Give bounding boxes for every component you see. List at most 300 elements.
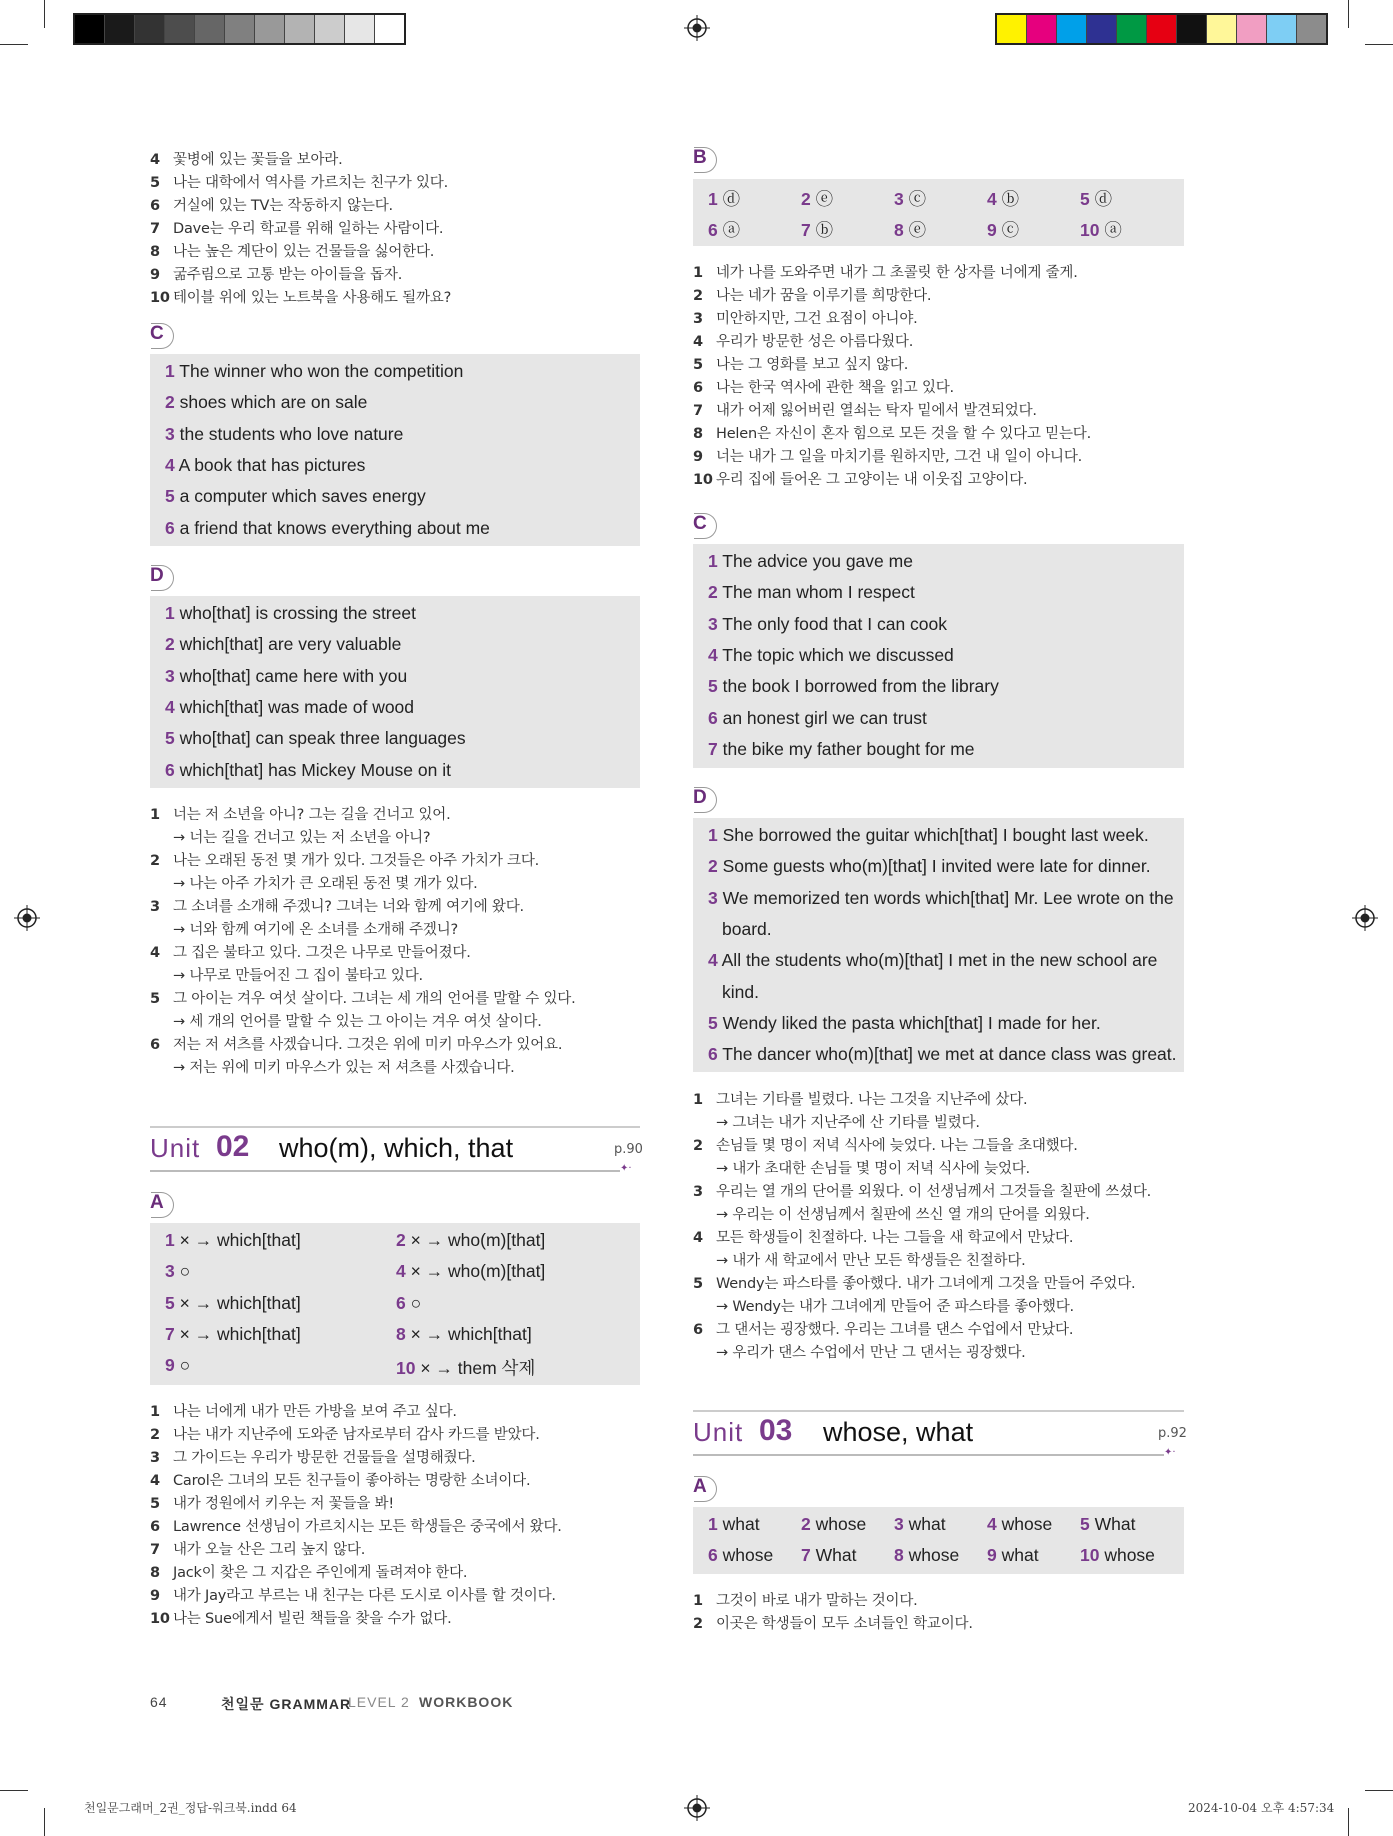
answer-line xyxy=(708,645,954,666)
item-text: 거실에 있는 TV는 작동하지 않는다. xyxy=(173,198,393,214)
answer-text: what xyxy=(717,1514,760,1534)
answer-cell xyxy=(165,1261,190,1282)
color-swatch xyxy=(1027,15,1057,43)
item-text: 나는 높은 계단이 있는 건물들을 싫어한다. xyxy=(173,244,435,260)
answer-line xyxy=(708,739,975,760)
answer-text: who[that] is crossing the street xyxy=(174,603,416,623)
unit-label: Unit xyxy=(150,1133,201,1163)
translation-line xyxy=(150,286,451,307)
crop-mark xyxy=(0,1790,28,1791)
translation-line xyxy=(150,1492,394,1513)
answer-number: 4 xyxy=(165,696,175,717)
item-number: 2 xyxy=(693,1616,703,1632)
answer-cell xyxy=(708,1545,773,1566)
unit-number: 03 xyxy=(759,1414,793,1447)
answer-cell xyxy=(894,217,926,242)
answer-text: The advice you gave me xyxy=(717,551,913,571)
translation-line xyxy=(150,217,443,238)
answer-number: 2 xyxy=(165,634,175,655)
answer-text: All the students who(m)[that] I met in the new school are xyxy=(717,950,1158,971)
answer-cell xyxy=(396,1293,421,1314)
answer-cell xyxy=(1080,186,1112,211)
answer-number: 3 xyxy=(894,189,904,209)
color-swatch xyxy=(315,15,345,43)
answer-text: We memorized ten words which[that] Mr. Lee wrote on the xyxy=(717,887,1174,908)
answer-cell xyxy=(801,186,833,211)
item-text: Helen은 자신이 혼자 힘으로 모든 것을 할 수 있다고 믿는다. xyxy=(716,426,1092,442)
answer-number: 4 xyxy=(987,1514,997,1534)
item-text: 모든 학생들이 친절하다. 나는 그들을 새 학교에서 만났다. xyxy=(716,1230,1074,1246)
answer-number: 7 xyxy=(801,220,811,240)
answer-line xyxy=(708,1044,1177,1065)
answer-text: Wendy liked the pasta which[that] I made for her. xyxy=(717,1012,1101,1033)
item-text: 테이블 위에 있는 노트북을 사용해도 될까요? xyxy=(173,290,452,306)
translation-line xyxy=(150,987,576,1008)
item-text: 그 소녀를 소개해 주겠니? 그녀는 너와 함께 여기에 왔다. xyxy=(173,899,524,915)
answer-line xyxy=(708,676,999,697)
item-number: 6 xyxy=(693,380,703,396)
answer-cell xyxy=(165,1293,301,1314)
answer-text: Some guests who(m)[that] I invited were late for dinner. xyxy=(717,856,1151,877)
answer-number: 2 xyxy=(708,582,718,603)
translation-combined-line: → 나는 아주 가치가 큰 오래된 동전 몇 개가 있다. xyxy=(173,876,478,892)
item-number: 10 xyxy=(150,290,170,306)
answer-text: who[that] can speak three languages xyxy=(174,728,466,749)
item-number: 4 xyxy=(693,1230,703,1246)
color-swatch xyxy=(255,15,285,43)
answer-number: 10 xyxy=(1080,1545,1100,1565)
answer-line xyxy=(165,486,426,507)
item-number: 3 xyxy=(150,899,160,915)
item-text: 그 댄서는 굉장했다. 우리는 그녀를 댄스 수업에서 만났다. xyxy=(716,1322,1074,1338)
translation-combined-line: → 내가 새 학교에서 만난 모든 학생들은 친절하다. xyxy=(716,1253,1026,1269)
unit-title: whose, what xyxy=(823,1417,974,1447)
answer-text: ⓐ xyxy=(717,220,741,240)
item-text: Jack이 찾은 그 지갑은 주인에게 돌려져야 한다. xyxy=(173,1565,468,1581)
translation-line xyxy=(693,376,954,397)
item-number: 6 xyxy=(150,1037,160,1053)
translation-line xyxy=(150,148,343,169)
answer-line xyxy=(722,919,772,940)
answer-text: What xyxy=(1089,1514,1136,1534)
color-swatch xyxy=(225,15,255,43)
color-swatch xyxy=(997,15,1027,43)
item-number: 8 xyxy=(150,244,160,260)
answer-cell xyxy=(987,217,1019,242)
unit-number: 02 xyxy=(216,1130,250,1163)
item-number: 8 xyxy=(693,426,703,442)
answer-cell xyxy=(396,1230,545,1251)
answer-text: whose xyxy=(810,1514,867,1534)
answer-text: an honest girl we can trust xyxy=(717,707,927,728)
answer-line xyxy=(165,728,466,749)
item-text: 미안하지만, 그건 요점이 아니야. xyxy=(716,311,918,327)
translation-line xyxy=(693,399,1037,420)
answer-cell xyxy=(165,1230,301,1251)
item-number: 8 xyxy=(150,1565,160,1581)
answer-text: the book I borrowed from the library xyxy=(717,676,999,697)
answer-line xyxy=(165,361,463,382)
answer-number: 9 xyxy=(165,1355,175,1376)
item-number: 3 xyxy=(693,1184,703,1200)
color-swatch xyxy=(1177,15,1207,43)
item-text: 내가 Jay라고 부르는 내 친구는 다른 도시로 이사를 할 것이다. xyxy=(173,1588,556,1604)
item-number: 7 xyxy=(150,221,160,237)
item-text: 나는 오래된 동전 몇 개가 있다. 그것들은 아주 가치가 크다. xyxy=(173,853,540,869)
item-text: 그것이 바로 내가 말하는 것이다. xyxy=(716,1593,918,1609)
answer-line xyxy=(708,856,1151,877)
answer-number: 5 xyxy=(708,1012,718,1033)
item-number: 5 xyxy=(150,991,160,1007)
answer-number: 3 xyxy=(894,1514,904,1534)
translation-line xyxy=(150,895,524,916)
translation-combined-line: → 그녀는 내가 지난주에 산 기타를 빌렸다. xyxy=(716,1115,980,1131)
answer-text: The man whom I respect xyxy=(717,582,915,603)
answer-cell xyxy=(1080,1514,1135,1535)
unit-page-ref: p.92 xyxy=(1158,1426,1187,1441)
translation-line xyxy=(150,171,448,192)
crop-mark xyxy=(44,1808,45,1836)
item-number: 3 xyxy=(693,311,703,327)
answer-number: 1 xyxy=(165,1230,175,1250)
answer-text: × → who(m)[that] xyxy=(405,1261,546,1282)
answer-text: the bike my father bought for me xyxy=(717,738,975,759)
answer-text: ⓐ xyxy=(1099,220,1122,240)
answer-number: 4 xyxy=(987,189,997,209)
translation-line xyxy=(693,284,931,305)
item-number: 9 xyxy=(150,1588,160,1604)
answer-cell xyxy=(1080,217,1122,242)
item-text: 그녀는 기타를 빌렸다. 나는 그것을 지난주에 샀다. xyxy=(716,1092,1028,1108)
answer-line xyxy=(165,424,403,445)
answer-text: × → who(m)[that] xyxy=(405,1230,546,1250)
item-number: 5 xyxy=(150,175,160,191)
color-swatch xyxy=(105,15,135,43)
answer-text: the students who love nature xyxy=(174,423,404,444)
translation-combined-line: → 내가 초대한 손님들 몇 명이 저녁 식사에 늦었다. xyxy=(716,1161,1030,1177)
translation-combined-line: → 너는 길을 건너고 있는 저 소년을 아니? xyxy=(173,830,431,846)
answer-cell xyxy=(801,217,833,242)
answer-text: ⓒ xyxy=(996,220,1020,240)
registration-mark-icon xyxy=(1352,905,1378,931)
registration-mark-icon xyxy=(684,15,710,41)
answer-cell xyxy=(987,1545,1039,1566)
item-text: 손님들 몇 명이 저녁 식사에 늦었다. 나는 그들을 초대했다. xyxy=(716,1138,1078,1154)
item-text: 우리 집에 들어온 그 고양이는 내 이웃집 고양이다. xyxy=(716,472,1028,488)
answer-text: ○ xyxy=(174,1261,191,1282)
registration-mark-icon xyxy=(14,905,40,931)
answer-line xyxy=(165,634,401,655)
answer-line xyxy=(708,582,915,603)
item-number: 4 xyxy=(693,334,703,350)
answer-text: what xyxy=(996,1545,1039,1565)
answer-number: 7 xyxy=(165,1323,175,1344)
answer-number: 4 xyxy=(708,644,718,665)
crop-mark xyxy=(1365,44,1393,45)
item-number: 7 xyxy=(693,403,703,419)
answer-text: ⓑ xyxy=(810,220,834,240)
item-text: 그 집은 불타고 있다. 그것은 나무로 만들어졌다. xyxy=(173,945,471,961)
answer-number: 3 xyxy=(165,665,175,686)
answer-line xyxy=(165,392,367,413)
translation-line xyxy=(693,1180,1151,1201)
translation-line xyxy=(150,1515,562,1536)
answer-text: ⓓ xyxy=(1089,189,1113,209)
item-text: 우리는 열 개의 단어를 외웠다. 이 선생님께서 그것들을 칠판에 쓰셨다. xyxy=(716,1184,1152,1200)
answer-text: board. xyxy=(722,918,772,939)
answer-number: 5 xyxy=(1080,1514,1090,1534)
item-text: Lawrence 선생님이 가르치시는 모든 학생들은 중국에서 왔다. xyxy=(173,1519,562,1535)
item-number: 1 xyxy=(693,1092,703,1108)
item-text: Wendy는 파스타를 좋아했다. 내가 그녀에게 그것을 만들어 주었다. xyxy=(716,1276,1136,1292)
color-swatch xyxy=(195,15,225,43)
item-text: 내가 오늘 산은 그리 높지 않다. xyxy=(173,1542,366,1558)
item-text: 꽃병에 있는 꽃들을 보아라. xyxy=(173,152,343,168)
item-text: 내가 정원에서 키우는 저 꽃들을 봐! xyxy=(173,1496,394,1512)
crop-mark xyxy=(1348,0,1349,28)
answer-cell xyxy=(801,1545,856,1566)
answer-line xyxy=(708,950,1157,971)
answer-text: ○ xyxy=(174,1355,191,1376)
answer-text: which[that] are very valuable xyxy=(174,634,402,655)
crop-mark xyxy=(44,0,45,28)
answer-number: 7 xyxy=(708,738,718,759)
answer-number: 8 xyxy=(894,220,904,240)
translation-line xyxy=(150,1033,562,1054)
translation-line xyxy=(150,941,471,962)
color-swatch xyxy=(75,15,105,43)
item-text: 나는 Sue에게서 빌린 책들을 찾을 수가 없다. xyxy=(173,1611,452,1627)
translation-line xyxy=(150,1561,467,1582)
translation-line xyxy=(693,330,913,351)
answer-number: 6 xyxy=(708,220,718,240)
answer-number: 2 xyxy=(708,856,718,877)
item-number: 5 xyxy=(150,1496,160,1512)
item-number: 2 xyxy=(150,853,160,869)
answer-cell xyxy=(801,1514,866,1535)
answer-number: 6 xyxy=(165,759,175,780)
item-text: 이곳은 학생들이 모두 소녀들인 학교이다. xyxy=(716,1616,973,1632)
item-text: 나는 한국 역사에 관한 책을 읽고 있다. xyxy=(716,380,954,396)
translation-combined-line: → 세 개의 언어를 말할 수 있는 그 아이는 겨우 여섯 살이다. xyxy=(173,1014,542,1030)
item-number: 10 xyxy=(150,1611,170,1627)
color-swatch xyxy=(1057,15,1087,43)
answer-text: ⓒ xyxy=(903,189,927,209)
print-date-slug: 2024-10-04 오후 4:57:34 xyxy=(1188,1801,1335,1815)
footer-book: WORKBOOK xyxy=(419,1694,514,1710)
answer-line xyxy=(165,697,414,718)
crop-mark xyxy=(1348,1808,1349,1836)
answer-text: which[that] was made of wood xyxy=(174,696,415,717)
answer-text: whose xyxy=(717,1545,774,1565)
answer-number: 3 xyxy=(165,423,175,444)
answer-text: shoes which are on sale xyxy=(174,392,368,413)
page-number: 64 xyxy=(150,1694,168,1710)
item-text: 내가 어제 잃어버린 열쇠는 탁자 밑에서 발견되었다. xyxy=(716,403,1037,419)
answer-number: 1 xyxy=(165,361,175,381)
answer-text: × → which[that] xyxy=(405,1323,532,1344)
item-number: 1 xyxy=(150,1404,160,1420)
answer-text: ⓓ xyxy=(717,189,741,209)
answer-line xyxy=(722,982,759,1003)
translation-line xyxy=(693,307,918,328)
answer-line xyxy=(708,708,927,729)
translation-line xyxy=(693,1589,918,1610)
translation-line xyxy=(150,1538,365,1559)
answer-number: 1 xyxy=(708,1514,718,1534)
answer-number: 10 xyxy=(396,1358,416,1379)
crop-mark xyxy=(1365,1790,1393,1791)
answer-number: 10 xyxy=(1080,220,1100,240)
answer-text: × → which[that] xyxy=(174,1292,301,1313)
item-number: 1 xyxy=(150,807,160,823)
answer-text: who[that] came here with you xyxy=(174,665,408,686)
translation-line xyxy=(693,468,1027,489)
translation-line xyxy=(150,1423,540,1444)
answer-number: 2 xyxy=(396,1230,406,1250)
answer-text: She borrowed the guitar which[that] I bought last week. xyxy=(717,825,1149,845)
color-swatch-bar xyxy=(995,13,1328,45)
answer-text: a computer which saves energy xyxy=(174,486,426,507)
answer-number: 2 xyxy=(165,392,175,413)
item-text: 나는 그 영화를 보고 싶지 않다. xyxy=(716,357,909,373)
item-number: 3 xyxy=(150,1450,160,1466)
translation-line xyxy=(150,1400,457,1421)
answer-text: which[that] has Mickey Mouse on it xyxy=(174,759,451,780)
indd-file-slug: 천일문그래머_2권_정답-워크북.indd 64 xyxy=(84,1801,297,1815)
answer-number: 1 xyxy=(708,551,718,571)
item-number: 2 xyxy=(693,288,703,304)
item-number: 4 xyxy=(150,1473,160,1489)
item-number: 5 xyxy=(693,357,703,373)
item-number: 4 xyxy=(150,152,160,168)
translation-line xyxy=(150,1607,452,1628)
answer-number: 3 xyxy=(708,887,718,908)
answer-cell xyxy=(708,186,740,211)
translation-combined-line: → 우리는 이 선생님께서 칠판에 쓰신 열 개의 단어를 외웠다. xyxy=(716,1207,1090,1223)
answer-line xyxy=(165,455,365,476)
answer-line xyxy=(165,760,451,781)
answer-number: 8 xyxy=(396,1323,406,1344)
color-swatch xyxy=(1237,15,1267,43)
translation-line xyxy=(693,1272,1135,1293)
answer-number: 5 xyxy=(708,676,718,697)
answer-number: 9 xyxy=(987,220,997,240)
answer-cell xyxy=(894,186,926,211)
answer-text: ○ xyxy=(405,1292,422,1313)
translation-line xyxy=(693,261,1078,282)
answer-cell xyxy=(894,1545,959,1566)
answer-text: The dancer who(m)[that] we met at dance class was great. xyxy=(717,1044,1177,1065)
color-swatch xyxy=(1117,15,1147,43)
item-text: Carol은 그녀의 모든 친구들이 좋아하는 명랑한 소녀이다. xyxy=(173,1473,531,1489)
item-text: 그 아이는 겨우 여섯 살이다. 그녀는 세 개의 언어를 말할 수 있다. xyxy=(173,991,576,1007)
answer-text: ⓑ xyxy=(996,189,1020,209)
item-number: 9 xyxy=(150,267,160,283)
item-text: 너는 내가 그 일을 마치기를 원하지만, 그건 내 일이 아니다. xyxy=(716,449,1083,465)
answer-number: 1 xyxy=(708,825,718,845)
answer-text: A book that has pictures xyxy=(174,454,366,475)
answer-line xyxy=(708,888,1174,909)
item-text: 저는 저 셔츠를 사겠습니다. 그것은 위에 미키 마우스가 있어요. xyxy=(173,1037,563,1053)
answer-line xyxy=(708,614,947,635)
translation-line xyxy=(693,1226,1073,1247)
answer-number: 2 xyxy=(801,1514,811,1534)
item-number: 5 xyxy=(693,1276,703,1292)
item-number: 2 xyxy=(693,1138,703,1154)
item-number: 4 xyxy=(150,945,160,961)
answer-cell xyxy=(708,217,740,242)
color-swatch xyxy=(345,15,375,43)
answer-number: 3 xyxy=(165,1261,175,1282)
color-swatch xyxy=(135,15,165,43)
answer-text: The topic which we discussed xyxy=(717,644,954,665)
answer-number: 1 xyxy=(165,603,175,623)
translation-line xyxy=(150,194,393,215)
color-swatch xyxy=(1207,15,1237,43)
translation-combined-line: → 우리가 댄스 수업에서 만난 그 댄서는 굉장했다. xyxy=(716,1345,1026,1361)
item-text: 나는 네가 꿈을 이루기를 희망한다. xyxy=(716,288,932,304)
answer-number: 6 xyxy=(708,1044,718,1065)
item-number: 7 xyxy=(150,1542,160,1558)
item-number: 1 xyxy=(693,1593,703,1609)
translation-line xyxy=(693,353,908,374)
answer-cell xyxy=(396,1324,532,1345)
answer-number: 4 xyxy=(708,950,718,971)
answer-text: whose xyxy=(903,1545,960,1565)
answer-text: a friend that knows everything about me xyxy=(174,517,490,538)
translation-combined-line: → Wendy는 내가 그녀에게 만들어 준 파스타를 좋아했다. xyxy=(716,1299,1074,1315)
translation-line xyxy=(693,422,1091,443)
item-number: 9 xyxy=(693,449,703,465)
answer-number: 6 xyxy=(165,517,175,538)
color-swatch xyxy=(1297,15,1326,43)
answer-number: 5 xyxy=(165,728,175,749)
answer-cell xyxy=(894,1514,946,1535)
answer-text: kind. xyxy=(722,981,759,1002)
answer-line xyxy=(165,666,407,687)
answer-number: 9 xyxy=(987,1545,997,1565)
footer-level: LEVEL 2 xyxy=(348,1694,410,1710)
translation-combined-line: → 저는 위에 미키 마우스가 있는 저 셔츠를 사겠습니다. xyxy=(173,1060,515,1076)
item-text: 굶주림으로 고통 받는 아이들을 돕자. xyxy=(173,267,403,283)
color-swatch xyxy=(1267,15,1297,43)
color-swatch xyxy=(375,15,404,43)
answer-cell xyxy=(708,1514,760,1535)
answer-text: × → which[that] xyxy=(174,1230,301,1250)
item-text: 네가 나를 도와주면 내가 그 초콜릿 한 상자를 너에게 줄게. xyxy=(716,265,1078,281)
answer-text: × → them 삭제 xyxy=(415,1358,536,1379)
answer-number: 5 xyxy=(165,1292,175,1313)
translation-line xyxy=(150,263,402,284)
item-text: 우리가 방문한 성은 아름다웠다. xyxy=(716,334,914,350)
translation-line xyxy=(693,1318,1073,1339)
answer-text: The winner who won the competition xyxy=(174,361,464,381)
answer-line xyxy=(165,518,490,539)
translation-line xyxy=(693,445,1082,466)
answer-number: 5 xyxy=(165,486,175,507)
answer-number: 6 xyxy=(708,707,718,728)
translation-line xyxy=(150,240,434,261)
item-text: 너는 저 소년을 아니? 그는 길을 건너고 있어. xyxy=(173,807,451,823)
item-number: 2 xyxy=(150,1427,160,1443)
translation-line xyxy=(693,1612,973,1633)
answer-text: The only food that I can cook xyxy=(717,613,948,634)
item-number: 6 xyxy=(150,198,160,214)
answer-number: 5 xyxy=(1080,189,1090,209)
item-number: 6 xyxy=(693,1322,703,1338)
answer-text: What xyxy=(810,1545,857,1565)
